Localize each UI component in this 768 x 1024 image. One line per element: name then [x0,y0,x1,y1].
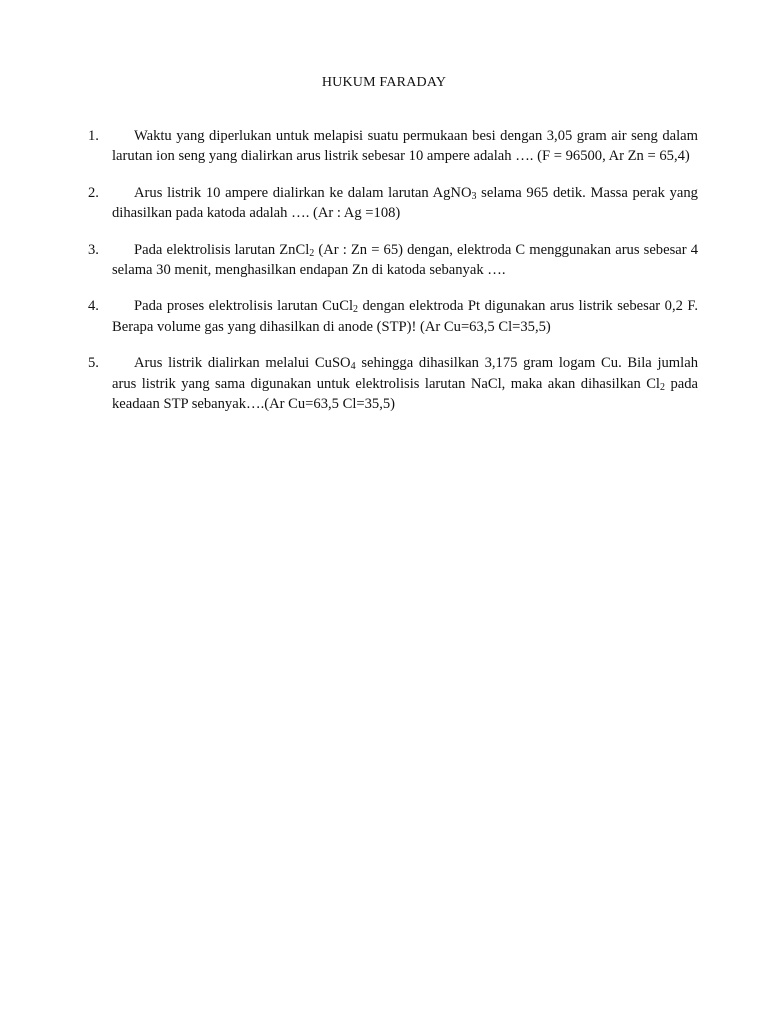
page-title: HUKUM FARADAY [321,75,447,90]
subscript: 2 [660,381,665,393]
question-number: 2. [88,184,99,201]
question-item-5 [82,353,698,414]
question-text-segment: (Ar : Zn = 65) dengan, elektroda C menggunakan arus sebesar 4 selama 30 menit, menghasilkan endapan Zn di katoda sebanyak …. [112,241,698,279]
question-number: 3. [88,241,99,258]
question-text-segment: dengan elektroda Pt digunakan arus listrik sebesar 0,2 F. Berapa volume gas yang dihasilkan di anode (STP)! (Ar Cu=63,5 Cl=35,5) [112,298,698,335]
question-text-segment: pada keadaan STP sebanyak….(Ar Cu=63,5 Cl=35,5) [112,375,698,413]
question-item-1 [82,126,698,167]
question-item-3 [82,240,698,281]
question-text [112,185,698,221]
question-number: 4. [88,298,99,315]
question-text-segment: Arus listrik dialirkan melalui CuSO [134,355,351,372]
question-text-segment: Pada elektrolisis larutan ZnCl [134,241,310,258]
subscript: 3 [471,190,477,202]
subscript: 4 [350,361,356,373]
subscript: 2 [309,247,315,259]
question-text [112,355,698,412]
subscript: 2 [353,304,359,316]
question-text [112,298,698,334]
question-text-segment: Arus listrik 10 ampere dialirkan ke dalam larutan AgNO [134,184,472,201]
question-text-segment: selama 965 detik. Massa perak yang dihasilkan pada katoda adalah …. (Ar : Ag =108) [112,184,698,222]
question-list [82,126,698,430]
question-number: 1. [88,128,99,144]
question-text-segment: sehingga dihasilkan 3,175 gram logam Cu. Bila jumlah arus listrik yang sama digunakan untuk elektrolisis larutan NaCl, maka akan dihasilkan Cl [112,355,698,392]
question-text-segment: Pada proses elektrolisis larutan CuCl [134,298,354,315]
question-text [112,242,698,278]
question-text [112,128,698,164]
question-item-4 [82,296,698,337]
question-number: 5. [88,355,99,372]
question-item-2 [82,183,698,224]
question-text-segment: Waktu yang diperlukan untuk melapisi suatu permukaan besi dengan 3,05 gram air seng dalam larutan ion seng yang dialirkan arus listrik sebesar 10 ampere adalah …. (F = 96500, Ar Zn = 65,4) [112,128,698,165]
